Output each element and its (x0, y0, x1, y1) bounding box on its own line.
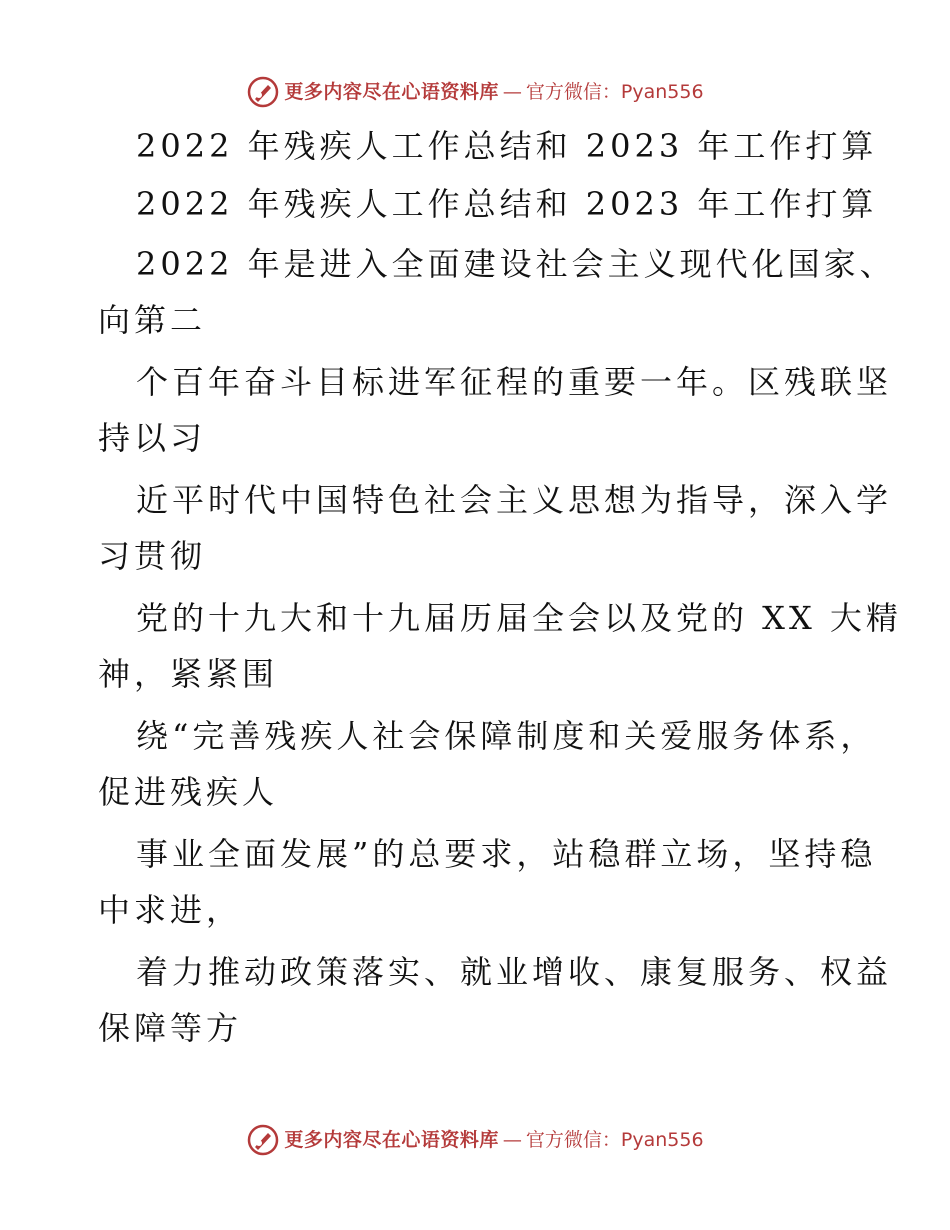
pen-logo-icon (246, 1123, 280, 1157)
footer-watermark (0, 1120, 950, 1160)
pen-logo-icon (246, 75, 280, 109)
doc-subtitle-line: 2022 年残疾人工作总结和 2023 年工作打算 (136, 185, 878, 223)
watermark-main-text: 更多内容尽在心语资料库 (284, 1128, 499, 1151)
watermark-main-text: 更多内容尽在心语资料库 (284, 80, 499, 103)
paragraph-line: 持以习 (98, 419, 207, 457)
watermark-dash: — (502, 1128, 522, 1151)
paragraph-line: 中求进， (98, 891, 243, 929)
paragraph-line: 绕“完善残疾人社会保障制度和关爱服务体系， (136, 717, 877, 755)
paragraph-line: 着力推动政策落实、就业增收、康复服务、权益 (136, 953, 893, 991)
paragraph-line: 事业全面发展”的总要求，站稳群立场，坚持稳 (136, 835, 877, 873)
paragraph-line: 近平时代中国特色社会主义思想为指导，深入学 (136, 481, 893, 519)
header-watermark (0, 72, 950, 112)
watermark-wechat-text: 官方微信：Pyan556 (525, 1128, 704, 1151)
paragraph-line: 向第二 (98, 301, 207, 339)
paragraph-line: 2022 年是进入全面建设社会主义现代化国家、 (136, 245, 896, 283)
doc-title-line: 2022 年残疾人工作总结和 2023 年工作打算 (136, 127, 878, 165)
paragraph-line: 个百年奋斗目标进军征程的重要一年。区残联坚 (136, 363, 893, 401)
watermark-wechat-text: 官方微信：Pyan556 (525, 80, 704, 103)
paragraph-line: 促进残疾人 (98, 773, 279, 811)
watermark-dash: — (502, 80, 522, 103)
paragraph-line: 保障等方 (98, 1009, 243, 1047)
paragraph-line: 党的十九大和十九届历届全会以及党的 XX 大精 (136, 599, 902, 637)
paragraph-line: 神，紧紧围 (98, 655, 279, 693)
paragraph-line: 习贯彻 (98, 537, 207, 575)
